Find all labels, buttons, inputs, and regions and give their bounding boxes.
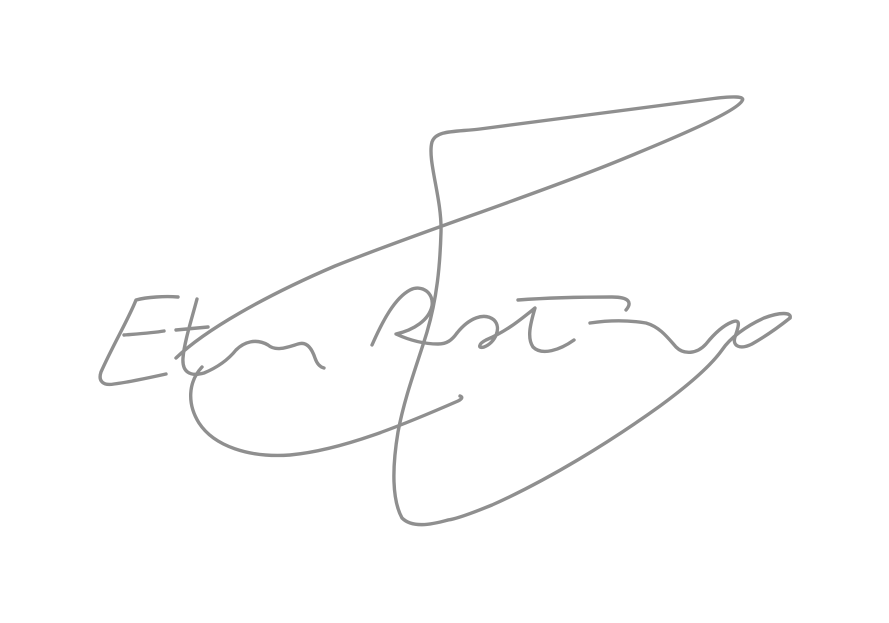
- signature-stroke-flourish: [176, 97, 743, 525]
- signature-stroke-e: [100, 297, 178, 385]
- signature-stroke-r: [372, 288, 457, 345]
- signature-stroke-etro: [457, 297, 790, 352]
- signature-stroke-ts: [176, 299, 324, 374]
- signature-stroke-o-sweep: [448, 314, 790, 521]
- signature-stroke-underline: [191, 367, 462, 455]
